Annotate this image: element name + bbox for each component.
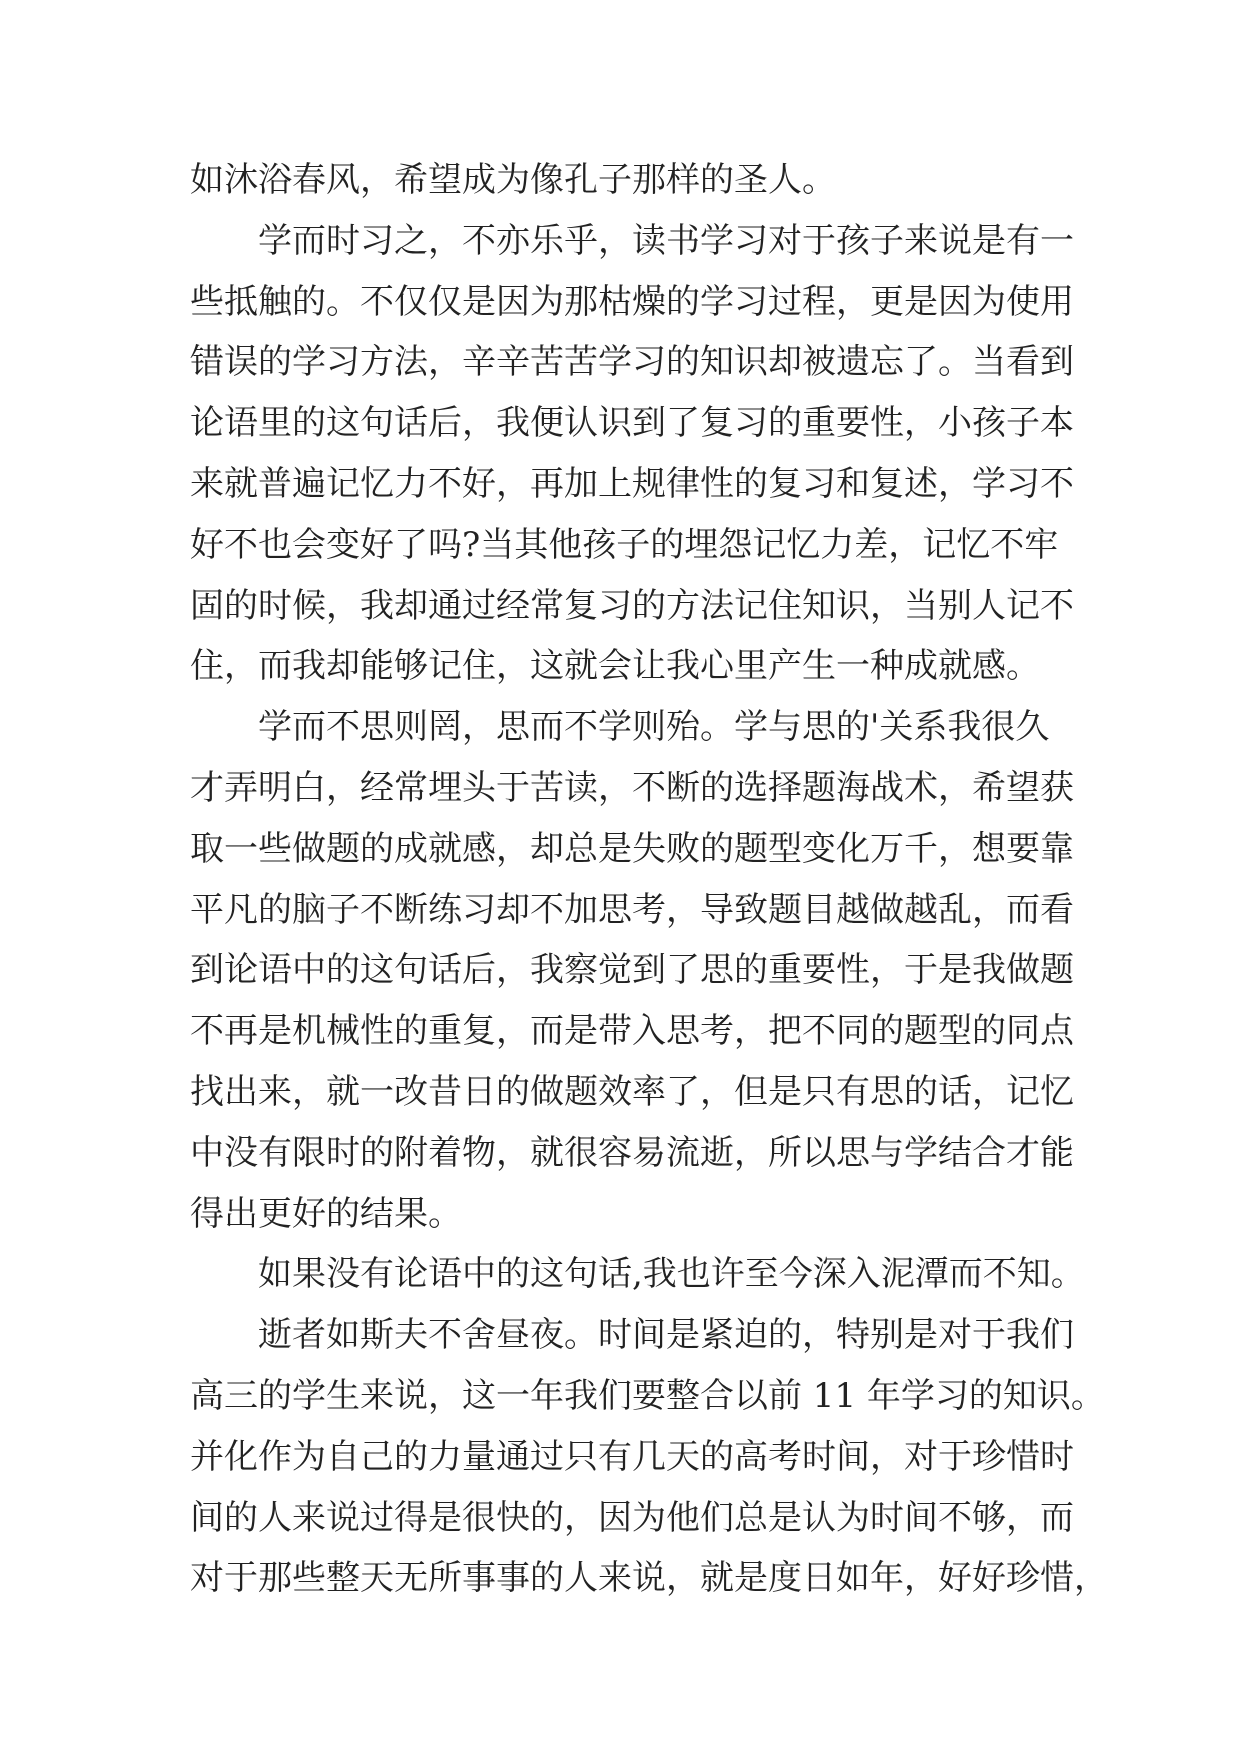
text-line: 取一些做题的成就感，却总是失败的题型变化万千，想要靠 <box>190 828 1074 869</box>
paragraph-first-line: 逝者如斯夫不舍昼夜。时间是紧迫的，特别是对于我们 <box>258 1315 1074 1356</box>
body-text <box>190 150 1108 1609</box>
paragraph-first-line: 学而时习之，不亦乐乎，读书学习对于孩子来说是有一 <box>258 220 1074 261</box>
text-line: 对于那些整天无所事事的人来说，就是度日如年，好好珍惜， <box>190 1558 1108 1599</box>
text-line: 住，而我却能够记住，这就会让我心里产生一种成就感。 <box>190 646 1040 687</box>
text-line: 固的时候，我却通过经常复习的方法记住知识，当别人记不 <box>190 585 1074 626</box>
text-line: 好不也会变好了吗?当其他孩子的埋怨记忆力差，记忆不牢 <box>190 524 1059 565</box>
text-line: 才弄明白，经常埋头于苦读，不断的选择题海战术，希望获 <box>190 767 1074 808</box>
text-line: 中没有限时的附着物，就很容易流逝，所以思与学结合才能 <box>190 1132 1074 1173</box>
paragraph-first-line: 如果没有论语中的这句话,我也许至今深入泥潭而不知。 <box>258 1254 1085 1295</box>
text-line: 高三的学生来说，这一年我们要整合以前 11 年学习的知识。 <box>190 1375 1105 1416</box>
text-line: 并化作为自己的力量通过只有几天的高考时间，对于珍惜时 <box>190 1436 1074 1477</box>
text-line: 平凡的脑子不断练习却不加思考，导致题目越做越乱，而看 <box>190 889 1074 930</box>
text-line: 论语里的这句话后，我便认识到了复习的重要性，小孩子本 <box>190 403 1074 444</box>
text-line: 些抵触的。不仅仅是因为那枯燥的学习过程，更是因为使用 <box>190 281 1074 322</box>
paragraph-first-line: 学而不思则罔，思而不学则殆。学与思的'关系我很久 <box>258 707 1050 748</box>
text-line: 间的人来说过得是很快的，因为他们总是认为时间不够，而 <box>190 1497 1074 1538</box>
text-line: 不再是机械性的重复，而是带入思考，把不同的题型的同点 <box>190 1011 1074 1052</box>
text-line: 到论语中的这句话后，我察觉到了思的重要性，于是我做题 <box>190 950 1074 991</box>
text-line: 错误的学习方法，辛辛苦苦学习的知识却被遗忘了。当看到 <box>190 342 1074 383</box>
text-line: 找出来，就一改昔日的做题效率了，但是只有思的话，记忆 <box>190 1071 1074 1112</box>
text-line: 得出更好的结果。 <box>190 1193 462 1234</box>
text-line: 如沐浴春风，希望成为像孔子那样的圣人。 <box>190 160 836 200</box>
text-line: 来就普遍记忆力不好，再加上规律性的复习和复述，学习不 <box>190 463 1074 504</box>
